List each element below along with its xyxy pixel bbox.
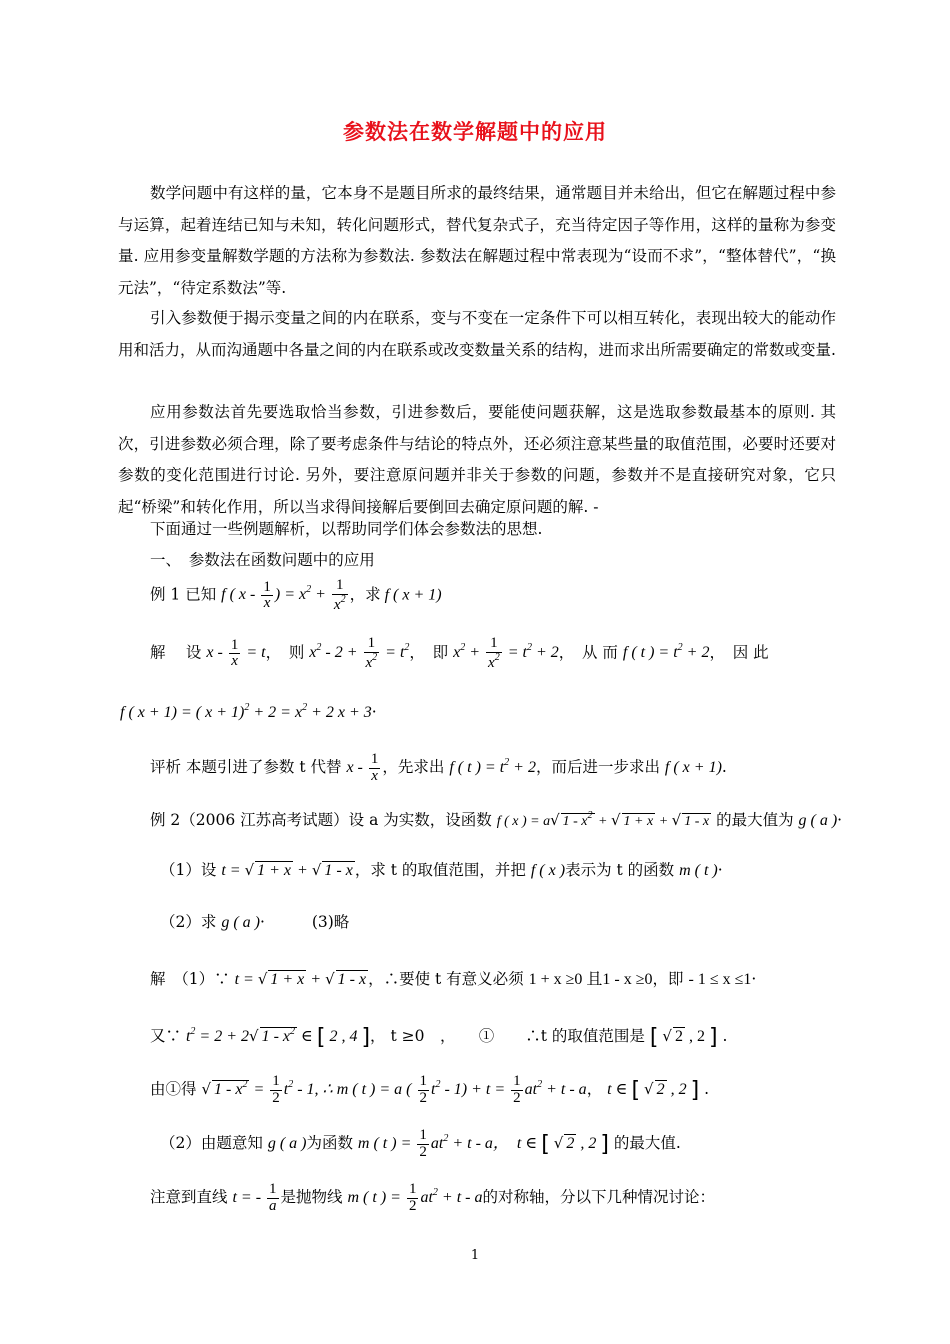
paragraph-1: 数学问题中有这样的量，它本身不是题目所求的最终结果，通常题目并未给出，但它在解题过程中参与运算，起着连结已知与未知，转化问题形式，替代复杂式子，充当待定因子等作用，这样的量称为参变量. 应用参变量解数学题的方法称为参数法. 参数法在解题过程中常表现为“设而不求”，“整体替代”，“换元法”，“待定系数法”等.: [118, 184, 836, 297]
paragraph-3: 应用参数法首先要选取恰当参数，引进参数后，要能使问题获解，这是选取参数最基本的原则. 其次，引进参数必须合理，除了要考虑条件与结论的特点外，还必须注意某些量的取值范围，必要时还要对参数的变化范围进行讨论. 另外，要注意原问题并非关于参数的问题，参数并不是直接研究对象，它只起“桥梁”和转化作用，所以当求得间接解后要倒回去确定原问题的解. -: [118, 403, 836, 516]
ex1-label: 例 1 已知: [150, 585, 217, 604]
solution-2-part-2: （2）由题意知 g ( a )为函数 m ( t ) = $\frac{1}{2}$ $at^2 + t - a$， t ∈ [ √ 2 , 2 ] 的最大值.: [160, 1127, 681, 1160]
section-heading: 一、 参数法在函数问题中的应用: [150, 551, 375, 569]
example-1-comment: 评析 本题引进了参数 t 代替 x - $\frac{1}{x}$ ，先求出 f ( t ) = $t^2 + 2$，而后进一步求出 f ( x + 1).: [150, 751, 727, 784]
example-2-question-1: （1）设 t = √ 1 + x + √ 1 - x ，求 t 的取值范围，并把 f ( x )表示为 t 的函数 m ( t )·: [160, 861, 723, 879]
intro-line: 下面通过一些例题解析，以帮助同学们体会参数法的思想.: [150, 520, 543, 538]
page-title: 参数法在数学解题中的应用: [343, 119, 607, 144]
solution-2-axis-note: 注意到直线 t = - $\frac{1}{a}$ 是抛物线 m ( t ) = $\frac{1}{2}$ $at^2 + t - a$的对称轴，分以下几种情况讨论：: [150, 1181, 715, 1214]
page-number: 1: [470, 1248, 480, 1263]
paragraph-2: 引入参数便于揭示变量之间的内在联系，变与不变在一定条件下可以相互转化，表现出较大的能动作用和活力，从而沟通题中各量之间的内在联系或改变数量关系的结构，进而求出所需要确定的常数或变量.: [118, 309, 836, 359]
example-2-statement: 例 2（2006 江苏高考试题）设 a 为实数，设函数 f ( x ) = a√ $1 - x^2$ + √ 1 + x + √ 1 - x 的最大值为 g ( a )·: [150, 810, 843, 829]
example-1-solution: 解 设 x - $\frac{1}{x}$ = t， 则 $x^2 - 2$ + $\frac{1}{x^2}$ = $t^2$， 即 $x^2$ + $\frac{1}{x^2}$ = $t^2 + 2$， 从 而 f ( t ) = $t^2 + 2$， 因 此: [150, 635, 769, 671]
solution-2-step-1: 解 （1）∵ t = √ 1 + x + √ 1 - x ，∴要使 t 有意义必须 1 + x ≥0 且1 - x ≥0，即 - 1 ≤ x ≤1·: [150, 970, 757, 988]
example-1-statement: 例 1 已知 f ( x - $\frac{1}{x}$ ) = $x^2$ + $\frac{1}{x^2}$ ，求 f ( x + 1): [150, 577, 442, 613]
example-1-result: f ( x + 1) = ( $x + 1)^2 + 2 = x^2 + 2$ x + 3·: [120, 702, 377, 721]
example-2-question-2: （2）求 g ( a )· (3)略: [160, 913, 350, 931]
solution-2-step-3: 由①得 √ $1 - x^2$ = $\frac{1}{2}$ $t^2 - 1$, ∴ m ( t ) = a ( $\frac{1}{2}$ $t^2 - 1) + t$ = $\frac{1}{2}$ $at^2 + t - a$， t ∈ [ √ 2 , 2 ] .: [150, 1073, 710, 1106]
formula: f ( x - $\frac{1}{x}$ ) = $x^2$ + $\frac{1}{x^2}$: [221, 577, 346, 613]
solution-2-step-2: 又∵ $t^2 = 2 + 2√$ $1 - x^2$ ∈ [ 2 , 4 ]， t ≥0 ， ① ∴t 的取值范围是 [ √ 2 , 2 ] .: [150, 1025, 728, 1050]
